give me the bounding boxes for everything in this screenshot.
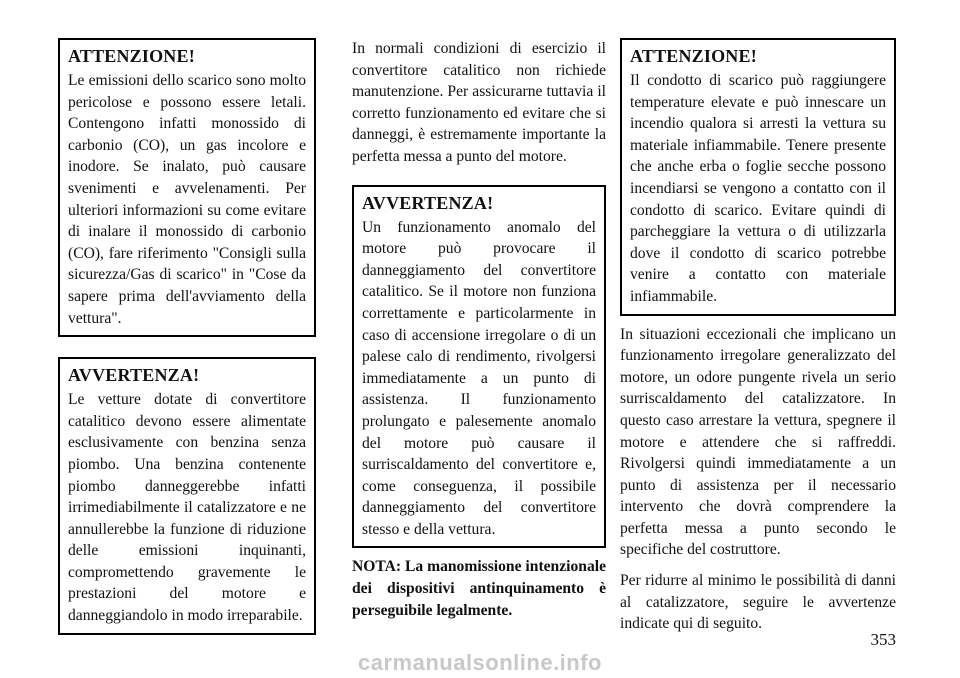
attention-title: ATTENZIONE! — [630, 46, 757, 66]
attention-title: ATTENZIONE! — [68, 46, 195, 66]
warning-text: Le vetture dotate di convertitore catalitico devono essere alimentate esclusivamente con benzina senza piombo. Una benzina contenente piombo danneggerebbe infatti irrimediabilmente il catalizzatore e ne annullerebbe la funzione di riduzione delle emissioni inquinanti, compromettendo gravemente le prestazioni del motore e danneggiandolo in modo irreparabile. — [68, 391, 306, 625]
watermark: carmanualsonline.info — [358, 650, 602, 675]
page-number: 353 — [870, 630, 896, 649]
warning-box-engine — [352, 185, 606, 549]
left-column — [58, 38, 316, 635]
right-column — [620, 38, 896, 644]
attention-box-exhaust — [58, 38, 316, 337]
warning-text: Un funzionamento anomalo del motore può provocare il danneggiamento del convertitore catalitico. Se il motore non funziona correttamente e particolarmente in caso di accensione irregolare o di un palese calo di rendimento, rivolgersi immediatamente a un punto di assistenza. Il funzionamento prolungato e palesemente anomalo del motore può causare il surriscaldamento del convertitore e, come conseguenza, il possibile danneggiamento del convertitore stesso e della vettura. — [362, 218, 596, 538]
nota-paragraph: NOTA: La manomissione intenzionale dei dispositivi antinquinamento è perseguibile legalmente. — [352, 558, 606, 619]
overheating-paragraph: In situazioni eccezionali che implicano un funzionamento irregolare generalizzato del motore, un odore pungente rivela un serio surriscaldamento del catalizzatore. In questo caso arrestare la vettura, spegnere il motore e attendere che si raffreddi. Rivolgersi quindi immediatamente a un punto di assistenza per il necessario intervento che dovrà comprendere la perfetta messa a punto secondo le specifiche del costruttore. — [620, 325, 896, 559]
warning-box-fuel — [58, 357, 316, 635]
attention-box-fire — [620, 38, 896, 316]
damage-prevention-paragraph: Per ridurre al minimo le possibilità di danni al catalizzatore, seguire le avvertenze indicate qui di seguito. — [620, 572, 896, 633]
middle-column — [352, 38, 606, 621]
attention-text: Il condotto di scarico può raggiungere temperature elevate e può innescare un incendio qualora si arresti la vettura su materiale infiammabile. Tenere presente che anche erba o foglie secche possono incendiarsi se vengono a contatto con il condotto di scarico. Evitare quindi di parcheggiare la vettura o di utilizzarla dove il condotto di scarico potrebbe venire a contatto con materiale infiammabile. — [630, 72, 886, 305]
attention-text: Le emissioni dello scarico sono molto pericolose e possono essere letali. Contengono infatti monossido di carbonio (CO), un gas incolore e inodore. Se inalato, può causare svenimenti e avvelenamenti. Per ulteriori informazioni su come evitare di inalare il monossido di carbonio (CO), fare riferimento "Consigli sulla sicurezza/Gas di scarico" in "Cose da sapere prima dell'avviamento della vettura". — [68, 72, 306, 327]
warning-title: AVVERTENZA! — [362, 192, 494, 213]
warning-title: AVVERTENZA! — [68, 365, 200, 386]
intro-paragraph: In normali condizioni di esercizio il convertitore catalitico non richiede manutenzione. Per assicurarne tuttavia il corretto funzionamento ed evitare che si danneggi, è estremamente importante la perfetta messa a punto del motore. — [352, 40, 606, 165]
